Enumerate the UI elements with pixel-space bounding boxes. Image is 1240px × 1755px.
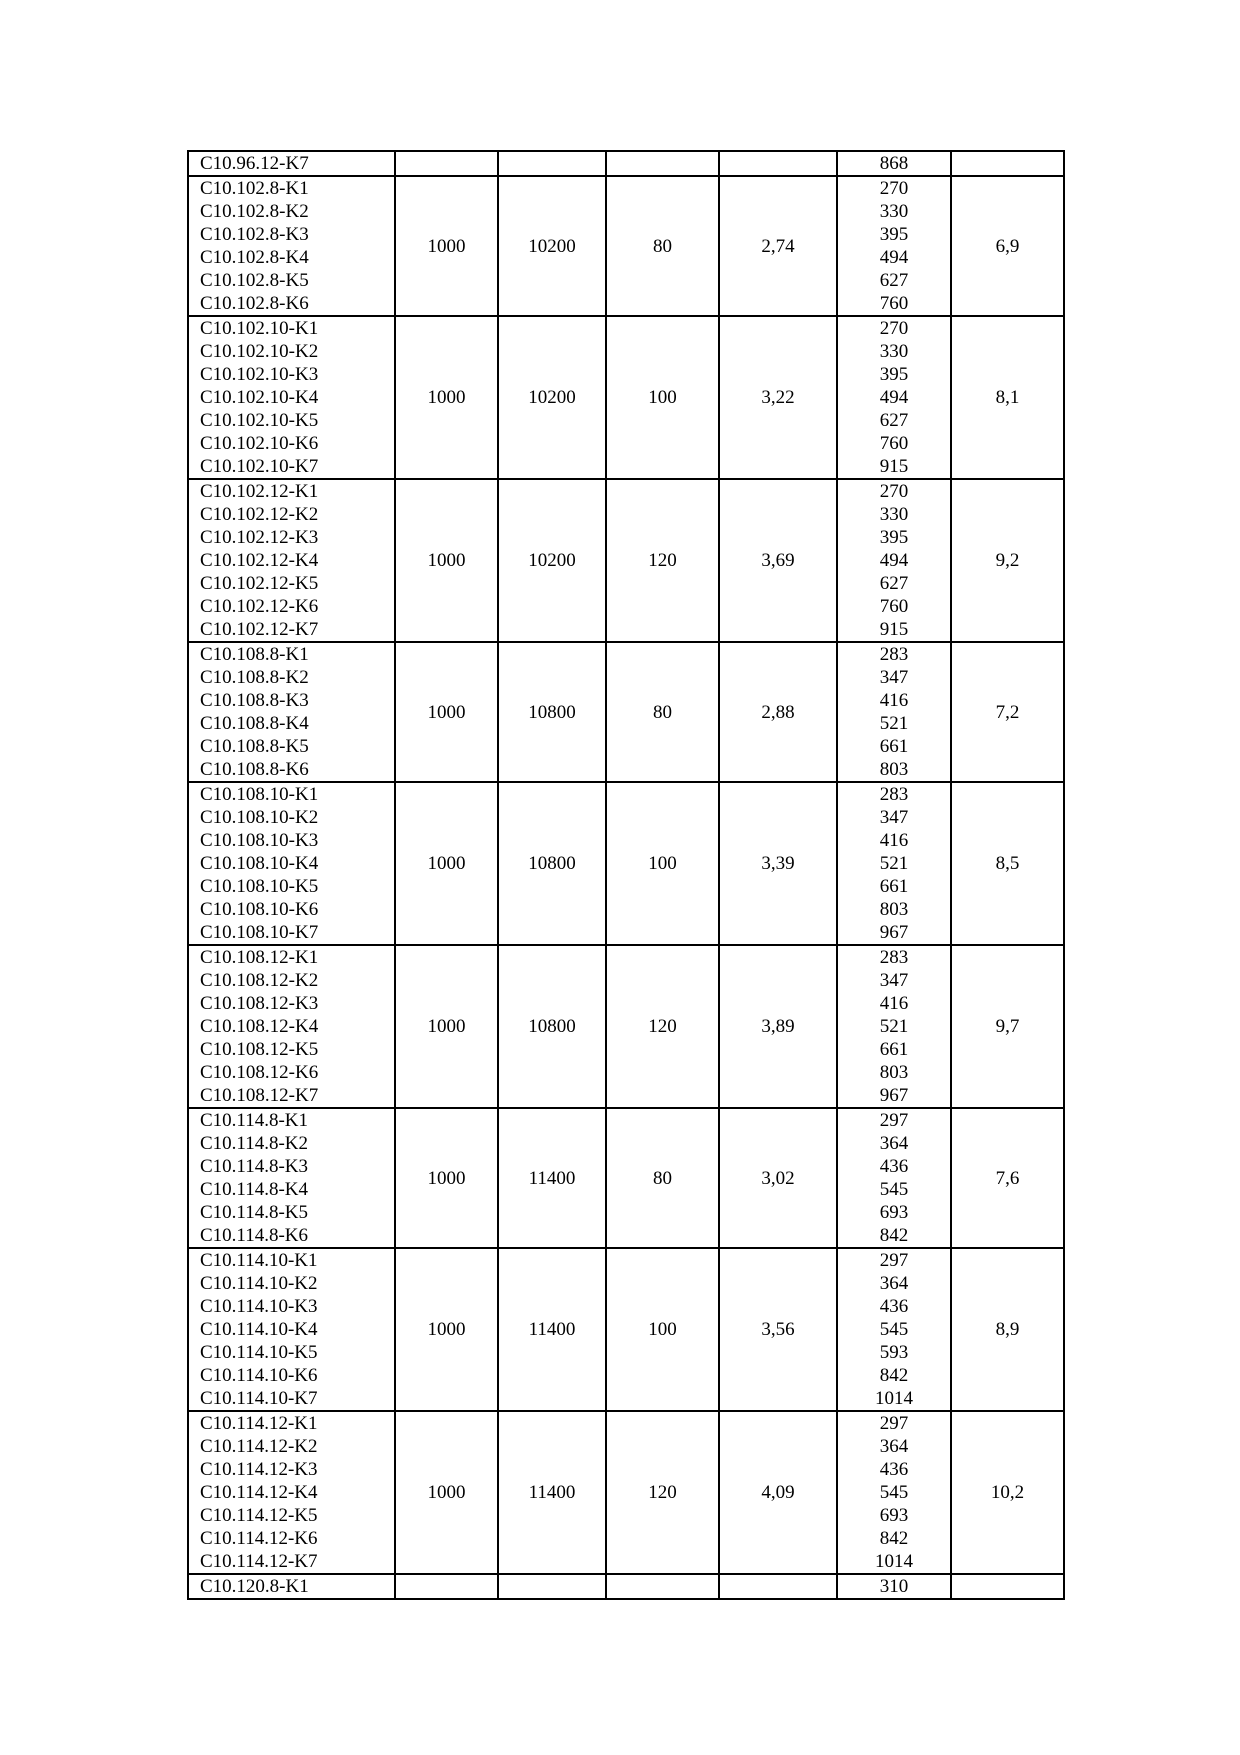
product-name: C10.114.12-K7	[200, 1551, 318, 1572]
product-name: C10.114.8-K4	[200, 1179, 309, 1200]
height-cell: 80	[606, 642, 719, 782]
load-value: 627	[879, 410, 909, 431]
load-value: 310	[879, 1576, 909, 1597]
load-value: 416	[879, 993, 909, 1014]
load-value: 842	[879, 1365, 909, 1386]
product-name: C10.114.12-K5	[200, 1505, 318, 1526]
load-value: 270	[879, 318, 909, 339]
load-value: 661	[879, 736, 909, 757]
load-value: 842	[879, 1528, 909, 1549]
table-row	[188, 782, 1064, 945]
load-value: 330	[879, 504, 909, 525]
product-name: C10.114.10-K2	[200, 1273, 318, 1294]
product-name: C10.102.12-K7	[200, 619, 319, 640]
product-name: C10.102.10-K1	[200, 318, 319, 339]
product-name: C10.108.12-K1	[200, 947, 319, 968]
height-cell: 120	[606, 479, 719, 642]
mass-cell: 3,89	[719, 945, 837, 1108]
product-name: C10.108.10-K3	[200, 830, 319, 851]
load-value: 330	[879, 341, 909, 362]
load-value: 364	[879, 1273, 909, 1294]
product-name: C10.108.12-K7	[200, 1085, 319, 1106]
load-value: 967	[879, 922, 909, 943]
volume-cell: 6,9	[951, 176, 1064, 316]
product-name: C10.114.10-K4	[200, 1319, 318, 1340]
load-value: 803	[879, 1062, 909, 1083]
volume-cell: 9,7	[951, 945, 1064, 1108]
mass-cell	[719, 151, 837, 176]
length-cell: 10800	[498, 945, 606, 1108]
product-name: C10.114.10-K3	[200, 1296, 318, 1317]
load-value: 593	[879, 1342, 909, 1363]
load-value: 416	[879, 690, 909, 711]
volume-cell	[951, 151, 1064, 176]
height-cell: 120	[606, 945, 719, 1108]
product-name: C10.120.8-K1	[200, 1576, 309, 1597]
product-name: C10.108.10-K1	[200, 784, 319, 805]
length-cell	[498, 1574, 606, 1599]
product-name: C10.114.12-K3	[200, 1459, 318, 1480]
length-cell: 10200	[498, 479, 606, 642]
load-value: 283	[879, 947, 909, 968]
product-table	[187, 150, 1065, 1600]
length-cell: 10800	[498, 642, 606, 782]
load-cell	[837, 1248, 951, 1411]
load-value: 760	[879, 596, 909, 617]
load-value: 627	[879, 573, 909, 594]
load-value: 436	[879, 1296, 909, 1317]
table-row	[188, 945, 1064, 1108]
load-value: 661	[879, 1039, 909, 1060]
table-body	[188, 151, 1064, 1599]
product-name: C10.102.10-K4	[200, 387, 319, 408]
product-name: C10.102.10-K2	[200, 341, 319, 362]
load-value: 803	[879, 899, 909, 920]
load-cell	[837, 1411, 951, 1574]
load-value: 693	[879, 1505, 909, 1526]
table-row	[188, 316, 1064, 479]
width-cell: 1000	[395, 642, 498, 782]
load-value: 1014	[875, 1551, 913, 1572]
width-cell: 1000	[395, 176, 498, 316]
name-cell	[188, 1108, 395, 1248]
table-row	[188, 1574, 1064, 1599]
product-name: C10.102.10-K3	[200, 364, 319, 385]
load-value: 270	[879, 178, 909, 199]
volume-cell: 10,2	[951, 1411, 1064, 1574]
load-value: 494	[879, 247, 909, 268]
product-name: C10.108.12-K4	[200, 1016, 319, 1037]
load-value: 347	[879, 970, 909, 991]
load-value: 416	[879, 830, 909, 851]
name-cell	[188, 1574, 395, 1599]
load-value: 494	[879, 550, 909, 571]
volume-cell: 7,2	[951, 642, 1064, 782]
mass-cell: 2,88	[719, 642, 837, 782]
product-name: C10.102.8-K3	[200, 224, 309, 245]
height-cell: 100	[606, 1248, 719, 1411]
load-value: 1014	[875, 1388, 913, 1409]
load-value: 436	[879, 1459, 909, 1480]
length-cell: 11400	[498, 1411, 606, 1574]
load-value: 661	[879, 876, 909, 897]
load-value: 347	[879, 667, 909, 688]
product-name: C10.114.12-K6	[200, 1528, 318, 1549]
height-cell: 120	[606, 1411, 719, 1574]
load-value: 297	[879, 1110, 909, 1131]
length-cell: 10800	[498, 782, 606, 945]
product-name: C10.102.8-K5	[200, 270, 309, 291]
load-value: 545	[879, 1179, 909, 1200]
table-row	[188, 642, 1064, 782]
product-name: C10.102.10-K7	[200, 456, 319, 477]
mass-cell: 3,22	[719, 316, 837, 479]
product-name: C10.102.8-K4	[200, 247, 309, 268]
width-cell: 1000	[395, 1108, 498, 1248]
load-value: 395	[879, 364, 909, 385]
name-cell	[188, 642, 395, 782]
product-name: C10.108.8-K2	[200, 667, 309, 688]
product-name: C10.108.12-K6	[200, 1062, 319, 1083]
product-name: C10.114.8-K3	[200, 1156, 309, 1177]
volume-cell: 9,2	[951, 479, 1064, 642]
product-name: C10.108.10-K7	[200, 922, 319, 943]
table-row	[188, 1248, 1064, 1411]
volume-cell: 8,1	[951, 316, 1064, 479]
length-cell	[498, 151, 606, 176]
product-name: C10.108.10-K4	[200, 853, 319, 874]
load-value: 330	[879, 201, 909, 222]
product-name: C10.102.12-K5	[200, 573, 319, 594]
product-name: C10.108.8-K1	[200, 644, 309, 665]
load-value: 283	[879, 644, 909, 665]
product-name: C10.114.12-K4	[200, 1482, 318, 1503]
load-cell	[837, 176, 951, 316]
name-cell	[188, 1411, 395, 1574]
length-cell: 10200	[498, 176, 606, 316]
name-cell	[188, 316, 395, 479]
width-cell: 1000	[395, 945, 498, 1108]
product-name: C10.114.10-K1	[200, 1250, 318, 1271]
volume-cell: 8,5	[951, 782, 1064, 945]
load-cell	[837, 782, 951, 945]
load-cell	[837, 151, 951, 176]
load-value: 545	[879, 1482, 909, 1503]
height-cell: 100	[606, 782, 719, 945]
product-name: C10.114.12-K1	[200, 1413, 318, 1434]
product-name: C10.102.8-K1	[200, 178, 309, 199]
width-cell	[395, 151, 498, 176]
load-cell	[837, 1574, 951, 1599]
product-name: C10.114.12-K2	[200, 1436, 318, 1457]
product-name: C10.114.10-K7	[200, 1388, 318, 1409]
load-value: 297	[879, 1413, 909, 1434]
load-cell	[837, 945, 951, 1108]
name-cell	[188, 1248, 395, 1411]
product-name: C10.96.12-K7	[200, 153, 309, 174]
product-name: C10.114.8-K5	[200, 1202, 309, 1223]
product-name: C10.102.10-K6	[200, 433, 319, 454]
volume-cell: 8,9	[951, 1248, 1064, 1411]
width-cell	[395, 1574, 498, 1599]
mass-cell: 3,69	[719, 479, 837, 642]
product-name: C10.102.10-K5	[200, 410, 319, 431]
mass-cell: 3,39	[719, 782, 837, 945]
name-cell	[188, 782, 395, 945]
width-cell: 1000	[395, 316, 498, 479]
product-name: C10.102.8-K6	[200, 293, 309, 314]
load-value: 364	[879, 1133, 909, 1154]
load-value: 270	[879, 481, 909, 502]
load-value: 297	[879, 1250, 909, 1271]
load-value: 347	[879, 807, 909, 828]
product-name: C10.102.12-K3	[200, 527, 319, 548]
table-row	[188, 1411, 1064, 1574]
width-cell: 1000	[395, 1248, 498, 1411]
width-cell: 1000	[395, 479, 498, 642]
height-cell	[606, 1574, 719, 1599]
volume-cell	[951, 1574, 1064, 1599]
product-name: C10.102.12-K4	[200, 550, 319, 571]
width-cell: 1000	[395, 782, 498, 945]
product-name: C10.108.8-K4	[200, 713, 309, 734]
name-cell	[188, 151, 395, 176]
name-cell	[188, 176, 395, 316]
load-value: 395	[879, 224, 909, 245]
table-row	[188, 151, 1064, 176]
volume-cell: 7,6	[951, 1108, 1064, 1248]
load-value: 545	[879, 1319, 909, 1340]
width-cell: 1000	[395, 1411, 498, 1574]
mass-cell: 2,74	[719, 176, 837, 316]
product-name: C10.108.12-K3	[200, 993, 319, 1014]
load-value: 395	[879, 527, 909, 548]
product-name: C10.108.10-K2	[200, 807, 319, 828]
product-name: C10.102.8-K2	[200, 201, 309, 222]
length-cell: 11400	[498, 1108, 606, 1248]
load-value: 803	[879, 759, 909, 780]
load-value: 436	[879, 1156, 909, 1177]
product-name: C10.108.10-K5	[200, 876, 319, 897]
load-cell	[837, 1108, 951, 1248]
product-name: C10.114.10-K5	[200, 1342, 318, 1363]
load-value: 494	[879, 387, 909, 408]
mass-cell: 4,09	[719, 1411, 837, 1574]
product-name: C10.102.12-K2	[200, 504, 319, 525]
product-name: C10.108.12-K5	[200, 1039, 319, 1060]
product-name: C10.102.12-K1	[200, 481, 319, 502]
height-cell: 80	[606, 176, 719, 316]
product-name: C10.114.10-K6	[200, 1365, 318, 1386]
product-name: C10.108.8-K6	[200, 759, 309, 780]
name-cell	[188, 945, 395, 1108]
length-cell: 11400	[498, 1248, 606, 1411]
product-name: C10.114.8-K1	[200, 1110, 309, 1131]
load-value: 521	[879, 1016, 909, 1037]
load-value: 760	[879, 433, 909, 454]
height-cell: 100	[606, 316, 719, 479]
height-cell: 80	[606, 1108, 719, 1248]
load-value: 915	[879, 619, 909, 640]
load-value: 627	[879, 270, 909, 291]
load-value: 760	[879, 293, 909, 314]
load-cell	[837, 316, 951, 479]
table-row	[188, 479, 1064, 642]
load-value: 364	[879, 1436, 909, 1457]
load-value: 868	[879, 153, 909, 174]
name-cell	[188, 479, 395, 642]
mass-cell	[719, 1574, 837, 1599]
table-row	[188, 1108, 1064, 1248]
load-value: 967	[879, 1085, 909, 1106]
load-value: 915	[879, 456, 909, 477]
load-cell	[837, 642, 951, 782]
mass-cell: 3,56	[719, 1248, 837, 1411]
load-value: 693	[879, 1202, 909, 1223]
load-value: 283	[879, 784, 909, 805]
length-cell: 10200	[498, 316, 606, 479]
product-name: C10.114.8-K6	[200, 1225, 309, 1246]
load-value: 521	[879, 853, 909, 874]
load-value: 842	[879, 1225, 909, 1246]
mass-cell: 3,02	[719, 1108, 837, 1248]
load-cell	[837, 479, 951, 642]
product-name: C10.108.10-K6	[200, 899, 319, 920]
table-row	[188, 176, 1064, 316]
product-name: C10.102.12-K6	[200, 596, 319, 617]
product-name: C10.114.8-K2	[200, 1133, 309, 1154]
product-name: C10.108.8-K5	[200, 736, 309, 757]
product-name: C10.108.8-K3	[200, 690, 309, 711]
product-name: C10.108.12-K2	[200, 970, 319, 991]
height-cell	[606, 151, 719, 176]
load-value: 521	[879, 713, 909, 734]
